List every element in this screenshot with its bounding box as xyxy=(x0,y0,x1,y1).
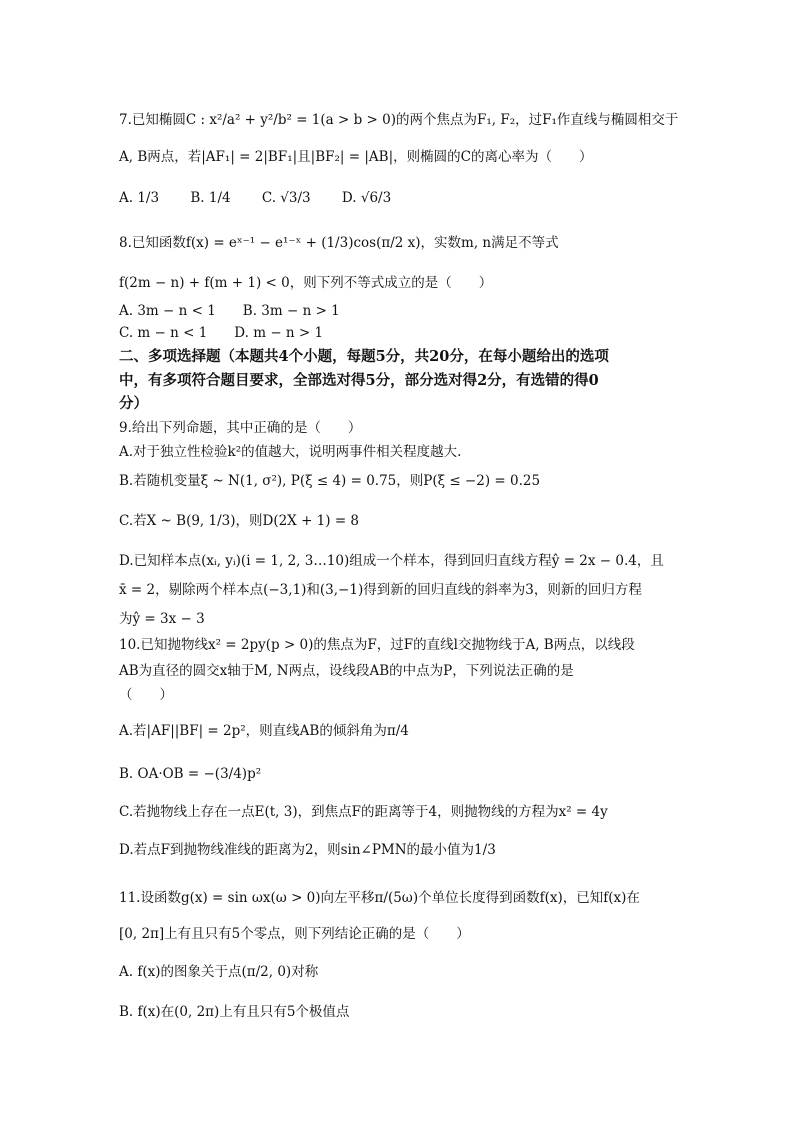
section-heading: 二、多项选择题（本题共4个小题，每题5分，共20分，在每小题给出的选项 xyxy=(119,348,609,365)
q9-stem: 9.给出下列命题，其中正确的是（ ） xyxy=(119,420,362,436)
q10-bracket: （ ） xyxy=(119,687,173,703)
q9-option-c: C.若X ~ B(9, 1/3)，则D(2X + 1) = 8 xyxy=(119,513,360,529)
q9-option-a: A.对于独立性检验k²的值越大，说明两事件相关程度越大. xyxy=(119,444,462,460)
q11-option-a: A. f(x)的图象关于点(π/2, 0)对称 xyxy=(119,964,319,980)
q8-options-cd: C. m − n < 1 D. m − n > 1 xyxy=(119,325,324,341)
q10-option-d: D.若点F到抛物线准线的距离为2，则sin∠PMN的最小值为1/3 xyxy=(119,842,496,858)
q7-options: A. 1/3 B. 1/4 C. √3/3 D. √6/3 xyxy=(119,190,392,206)
q11-stem: 11.设函数g(x) = sin ωx(ω > 0)向左平移π/(5ω)个单位长度得到函数f(x)，已知f(x)在 xyxy=(119,890,640,906)
q7-stem-cont: A, B两点，若|AF₁| = 2|BF₁|且|BF₂| = |AB|，则椭圆的C的离心率为（ ） xyxy=(119,149,593,165)
q9-option-d-end: 为ŷ = 3x − 3 xyxy=(119,611,205,627)
section-heading-cont: 中，有多项符合题目要求，全部选对得5分，部分选对得2分，有选错的得0 xyxy=(119,372,599,389)
q8-stem-cont: f(2m − n) + f(m + 1) < 0，则下列不等式成立的是（ ） xyxy=(119,275,493,291)
q8-options-ab: A. 3m − n < 1 B. 3m − n > 1 xyxy=(119,303,340,319)
q10-stem: 10.已知抛物线x² = 2py(p > 0)的焦点为F，过F的直线l交抛物线于A, B两点，以线段 xyxy=(119,637,635,653)
q9-option-b: B.若随机变量ξ ~ N(1, σ²), P(ξ ≤ 4) = 0.75，则P(ξ ≤ −2) = 0.25 xyxy=(119,473,541,489)
q9-option-d-cont: x̄ = 2，剔除两个样本点(−3,1)和(3,−1)得到新的回归直线的斜率为3，则新的回归方程 xyxy=(119,582,642,598)
q7-stem: 7.已知椭圆C : x²/a² + y²/b² = 1(a > b > 0)的两个焦点为F₁, F₂，过F₁作直线与椭圆相交于 xyxy=(119,112,679,128)
q10-stem-cont: AB为直径的圆交x轴于M, N两点，设线段AB的中点为P，下列说法正确的是 xyxy=(119,663,574,679)
q10-option-a: A.若|AF||BF| = 2p²，则直线AB的倾斜角为π/4 xyxy=(119,723,409,739)
q11-stem-cont: [0, 2π]上有且只有5个零点，则下列结论正确的是（ ） xyxy=(119,926,470,942)
q9-option-d: D.已知样本点(xᵢ, yᵢ)(i = 1, 2, 3…10)组成一个样本，得到回归直线方程ŷ = 2x − 0.4，且 xyxy=(119,553,664,569)
q11-option-b: B. f(x)在(0, 2π)上有且只有5个极值点 xyxy=(119,1004,350,1020)
q10-option-b: B. OA·OB = −(3/4)p² xyxy=(119,766,262,782)
section-heading-end: 分） xyxy=(119,395,148,412)
q10-option-c: C.若抛物线上存在一点E(t, 3)，到焦点F的距离等于4，则抛物线的方程为x² = 4y xyxy=(119,804,608,820)
q8-stem: 8.已知函数f(x) = eˣ⁻¹ − e¹⁻ˣ + (1/3)cos(π/2 x)，实数m, n满足不等式 xyxy=(119,235,559,251)
